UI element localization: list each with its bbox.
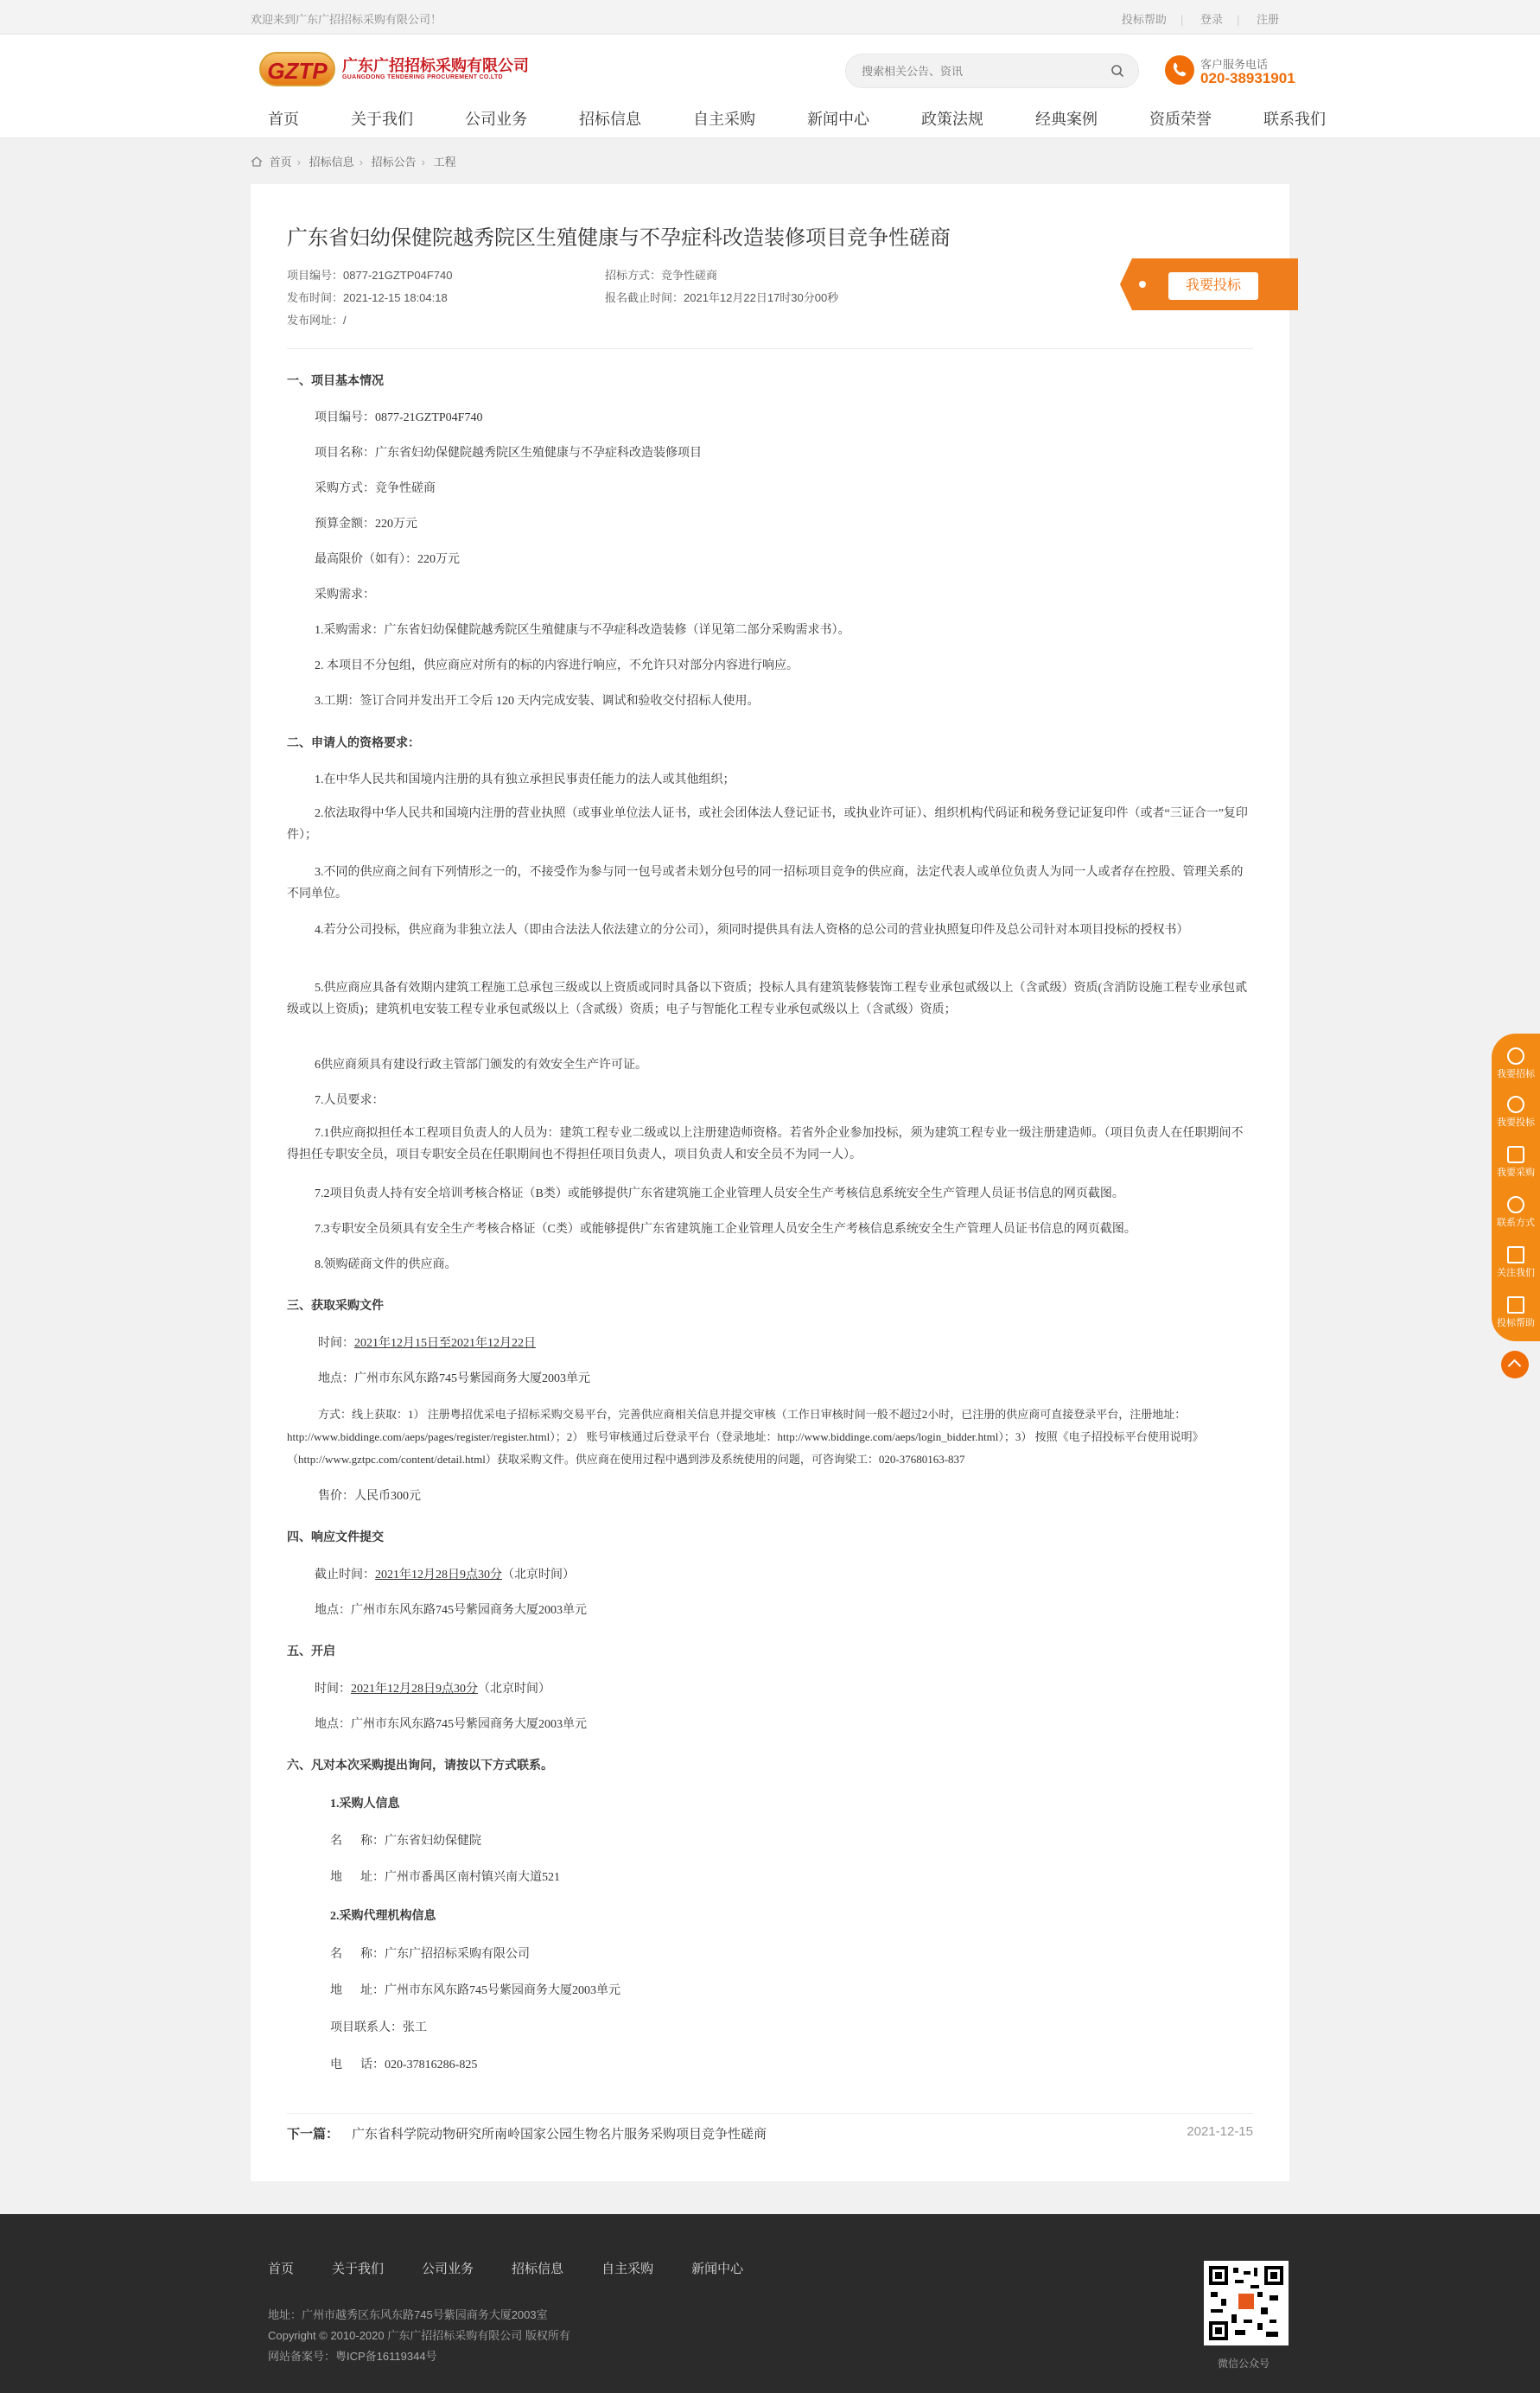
phone-icon	[1165, 55, 1194, 85]
body-line: 项目联系人：张工	[330, 2021, 427, 2034]
article-title: 广东省妇幼保健院越秀院区生殖健康与不孕症科改造装修项目竞争性磋商	[287, 226, 951, 250]
site-footer	[0, 2214, 1540, 2393]
site-header	[0, 35, 1540, 138]
nav-contact[interactable]: 联系我们	[1263, 111, 1326, 128]
target-icon	[1507, 1047, 1524, 1065]
sidebar-procure[interactable]: 我要采购	[1492, 1146, 1540, 1179]
bid-tag	[1120, 258, 1298, 310]
footer-nav-about[interactable]: 关于我们	[332, 2262, 385, 2276]
date-range: 2021年12月15日至2021年12月22日	[354, 1337, 536, 1350]
meta-project-no: 项目编号：0877-21GZTP04F740	[287, 269, 453, 282]
body-line: 1.在中华人民共和国境内注册的具有独立承担民事责任能力的法人或其他组织；	[315, 773, 735, 786]
footer-nav-self-procurement[interactable]: 自主采购	[601, 2262, 654, 2276]
qr-label: 微信公众号	[1218, 2358, 1270, 2370]
body-line: 2. 本项目不分包组，供应商应对所有的标的内容进行响应，不允许只对部分内容进行响应。	[315, 659, 799, 672]
service-hotline	[1165, 52, 1303, 90]
body-line: 地 址：广州市番禺区南村镇兴南大道521	[330, 1871, 560, 1884]
section-heading: 六、凡对本次采购提出询问，请按以下方式联系。	[287, 1760, 553, 1772]
search-box	[845, 54, 1139, 88]
nav-about[interactable]: 关于我们	[351, 111, 413, 128]
sidebar-contact[interactable]: 联系方式	[1492, 1196, 1540, 1229]
nav-policy[interactable]: 政策法规	[921, 111, 983, 128]
next-divider	[287, 2113, 1253, 2114]
breadcrumb: 首页 › 招标信息 › 招标公告 › 工程	[251, 153, 456, 169]
service-label: 客户服务电话	[1200, 58, 1269, 71]
sidebar-help[interactable]: 投标帮助	[1492, 1296, 1540, 1329]
body-line: 地点：广州市东风东路745号紫园商务大厦2003单元	[315, 1718, 587, 1731]
next-article-link[interactable]: 广东省科学院动物研究所南岭国家公园生物名片服务采购项目竞争性磋商	[352, 2127, 767, 2142]
body-line: 名 称：广东广招招标采购有限公司	[330, 1948, 530, 1961]
qr-icon	[1507, 1246, 1524, 1263]
crumb-tender-notice[interactable]: 招标公告	[371, 156, 417, 169]
sidebar-bid[interactable]: 我要投标	[1492, 1096, 1540, 1129]
phone-icon	[1507, 1196, 1524, 1213]
footer-address: 地址：广州市越秀区东风东路745号紫园商务大厦2003室	[268, 2308, 548, 2321]
body-line: 地点：广州市东风东路745号紫园商务大厦2003单元	[315, 1604, 587, 1617]
body-line: 售价：人民币300元	[318, 1490, 421, 1503]
footer-icp[interactable]: 网站备案号：粤ICP备16119344号	[268, 2350, 437, 2363]
footer-nav	[268, 2259, 781, 2277]
meta-publish-url: 发布网址：/	[287, 314, 347, 327]
bid-tag-dot-icon	[1139, 281, 1146, 288]
body-line: 预算金额：220万元	[315, 518, 417, 531]
help-link[interactable]: 投标帮助	[1121, 13, 1167, 26]
article-panel	[251, 184, 1289, 2181]
document-icon	[1507, 1296, 1524, 1314]
logo-emblem: GZTP	[259, 52, 335, 86]
top-bar	[0, 0, 1540, 35]
logo-cn-name: 广东广招招标采购有限公司	[342, 57, 529, 74]
login-link[interactable]: 登录	[1200, 13, 1223, 26]
body-paragraph: 3.不同的供应商之间有下列情形之一的，不接受作为参与同一包号或者未划分包号的同一招标项目竞争的供应商，法定代表人或单位负责人为同一人或者存在控股、管理关系的不同单位。	[287, 866, 1244, 901]
title-divider	[287, 348, 1253, 349]
body-line: 截止时间：2021年12月28日9点30分（北京时间）	[315, 1569, 575, 1582]
footer-nav-business[interactable]: 公司业务	[422, 2262, 474, 2276]
footer-nav-home[interactable]: 首页	[268, 2262, 295, 2276]
body-paragraph: 5.供应商应具备有效期内建筑工程施工总承包三级或以上资质或同时具备以下资质；投标人具有建筑装修装饰工程专业承包贰级以上（含贰级）资质(含消防设施工程专业承包贰级或以上资质)；建筑机电安装工程专业承包贰级以上（含贰级）资质；电子与智能化工程专业承包贰级以上（含贰级）资质；	[287, 982, 1248, 1016]
crumb-tender-info[interactable]: 招标信息	[309, 156, 354, 169]
next-label: 下一篇：	[287, 2127, 340, 2142]
home-icon	[251, 156, 263, 167]
nav-honors[interactable]: 资质荣誉	[1149, 111, 1212, 128]
meta-deadline: 报名截止时间：2021年12月22日17时30分00秒	[605, 291, 839, 304]
next-article-date: 2021-12-15	[1187, 2124, 1253, 2139]
site-logo[interactable]	[259, 52, 570, 86]
body-paragraph: 2.依法取得中华人民共和国境内注册的营业执照（或事业单位法人证书，或社会团体法人登记证书，或执业许可证）、组织机构代码证和税务登记证复印件（或者“三证合一”复印件）；	[287, 807, 1248, 842]
cart-icon	[1507, 1146, 1524, 1163]
body-line: 地点：广州市东风东路745号紫园商务大厦2003单元	[318, 1372, 590, 1385]
body-line: 最高限价（如有）：220万元	[315, 553, 460, 566]
body-line: 6供应商须具有建设行政主管部门颁发的有效安全生产许可证。	[315, 1059, 647, 1072]
body-line: 时间：2021年12月15日至2021年12月22日	[318, 1337, 536, 1350]
body-line: 采购需求：	[315, 589, 375, 601]
floating-sidebar	[1492, 1034, 1540, 1341]
body-line: 7.3专职安全员须具有安全生产考核合格证（C类）或能够提供广东省建筑施工企业管理人员安全生产考核信息系统安全生产管理人员证书信息的网页截图。	[315, 1223, 1136, 1236]
footer-copyright: Copyright © 2010-2020 广东广招招标采购有限公司 版权所有	[268, 2329, 570, 2342]
body-line: 采购方式：竞争性磋商	[315, 482, 436, 495]
search-icon[interactable]	[1110, 64, 1124, 78]
body-paragraph: 方式：线上获取：1） 注册粤招优采电子招标采购交易平台，完善供应商相关信息并提交审核（工作日审核时间一般不超过2小时，已注册的供应商可直接登录平台，注册地址：http://www.biddinge.com/aeps/pages/register/register.html）；2） 账号审核通过后登录平台（登录地址：http://www.biddinge.com/aeps/login_bidder.html）；3） 按照《电子招投标平台使用说明》（http://www.gztpc.com/content/detail.html）获取采购文件。供应商在使用过程中遇到涉及系统使用的问题，可咨询梁工：020-37680163-837	[287, 1408, 1204, 1466]
body-line: 7.2项目负责人持有安全培训考核合格证（B类）或能够提供广东省建筑施工企业管理人员安全生产考核信息系统安全生产管理人员证书信息的网页截图。	[315, 1187, 1124, 1200]
service-phone: 020-38931901	[1200, 70, 1295, 86]
nav-self-procurement[interactable]: 自主采购	[693, 111, 755, 128]
sub-heading: 2.采购代理机构信息	[330, 1910, 436, 1923]
body-line: 3.工期：签订合同并发出开工令后 120 天内完成安装、调试和验收交付招标人使用。	[315, 695, 760, 708]
heart-icon	[1507, 1096, 1524, 1113]
section-heading: 一、项目基本情况	[287, 375, 384, 388]
back-to-top-icon[interactable]	[1501, 1351, 1529, 1378]
top-links: 投标帮助 | 登录 | 注册	[1121, 13, 1279, 26]
body-line: 8.领购磋商文件的供应商。	[315, 1258, 457, 1271]
body-line: 项目名称：广东省妇幼保健院越秀院区生殖健康与不孕症科改造装修项目	[315, 447, 702, 460]
welcome-text: 欢迎来到广东广招招标采购有限公司！	[251, 13, 442, 26]
qr-pattern	[1209, 2266, 1283, 2340]
body-line: 时间：2021年12月28日9点30分（北京时间）	[315, 1683, 550, 1696]
sidebar-tender[interactable]: 我要招标	[1492, 1047, 1540, 1080]
footer-nav-news[interactable]: 新闻中心	[691, 2262, 744, 2276]
body-line: 名 称：广东省妇幼保健院	[330, 1835, 481, 1848]
nav-tender-info[interactable]: 招标信息	[579, 111, 641, 128]
body-line: 项目编号：0877-21GZTP04F740	[315, 411, 483, 424]
body-paragraph: 4.若分公司投标，供应商为非独立法人（即由合法法人依法建立的分公司），须同时提供具有法人资格的总公司的营业执照复印件及总公司针对本项目投标的授权书）	[315, 924, 1189, 937]
crumb-engineering[interactable]: 工程	[433, 156, 456, 169]
section-heading: 四、响应文件提交	[287, 1531, 384, 1544]
main-nav	[255, 102, 1362, 137]
nav-home[interactable]: 首页	[268, 111, 299, 128]
crumb-home[interactable]: 首页	[269, 156, 292, 169]
register-link[interactable]: 注册	[1256, 13, 1279, 26]
sidebar-follow[interactable]: 关注我们	[1492, 1246, 1540, 1279]
bid-button[interactable]: 我要投标	[1168, 272, 1258, 300]
footer-nav-tender-info[interactable]: 招标信息	[512, 2262, 564, 2276]
body-line: 1.采购需求：广东省妇幼保健院越秀院区生殖健康与不孕症科改造装修（详见第二部分采购需求书）。	[315, 624, 850, 637]
meta-publish-time: 发布时间：2021-12-15 18:04:18	[287, 291, 448, 304]
wechat-qr-code	[1204, 2261, 1289, 2345]
logo-en-name: GUANGDONG TENDERING PROCUREMENT CO.LTD	[342, 74, 503, 80]
search-input[interactable]	[862, 62, 1086, 80]
nav-cases[interactable]: 经典案例	[1035, 111, 1098, 128]
meta-bid-method: 招标方式：竞争性磋商	[605, 269, 718, 282]
sub-heading: 1.采购人信息	[330, 1798, 400, 1811]
body-line: 7.人员要求：	[315, 1094, 385, 1107]
body-paragraph: 7.1供应商拟担任本工程项目负责人的人员为：建筑工程专业二级或以上注册建造师资格。若省外企业参加投标，须为建筑工程专业一级注册建造师。（项目负责人在任职期间不得担任专职安全员，项目专职安全员在任职期间也不得担任项目负责人，项目负责人和安全员不为同一人）。	[287, 1127, 1244, 1161]
nav-news[interactable]: 新闻中心	[807, 111, 869, 128]
body-line: 地 址：广州市东风东路745号紫园商务大厦2003单元	[330, 1984, 620, 1997]
section-heading: 二、申请人的资格要求：	[287, 737, 420, 750]
body-line: 电 话：020-37816286-825	[330, 2059, 478, 2072]
section-heading: 五、开启	[287, 1645, 335, 1658]
nav-business[interactable]: 公司业务	[465, 111, 527, 128]
section-heading: 三、获取采购文件	[287, 1300, 384, 1313]
